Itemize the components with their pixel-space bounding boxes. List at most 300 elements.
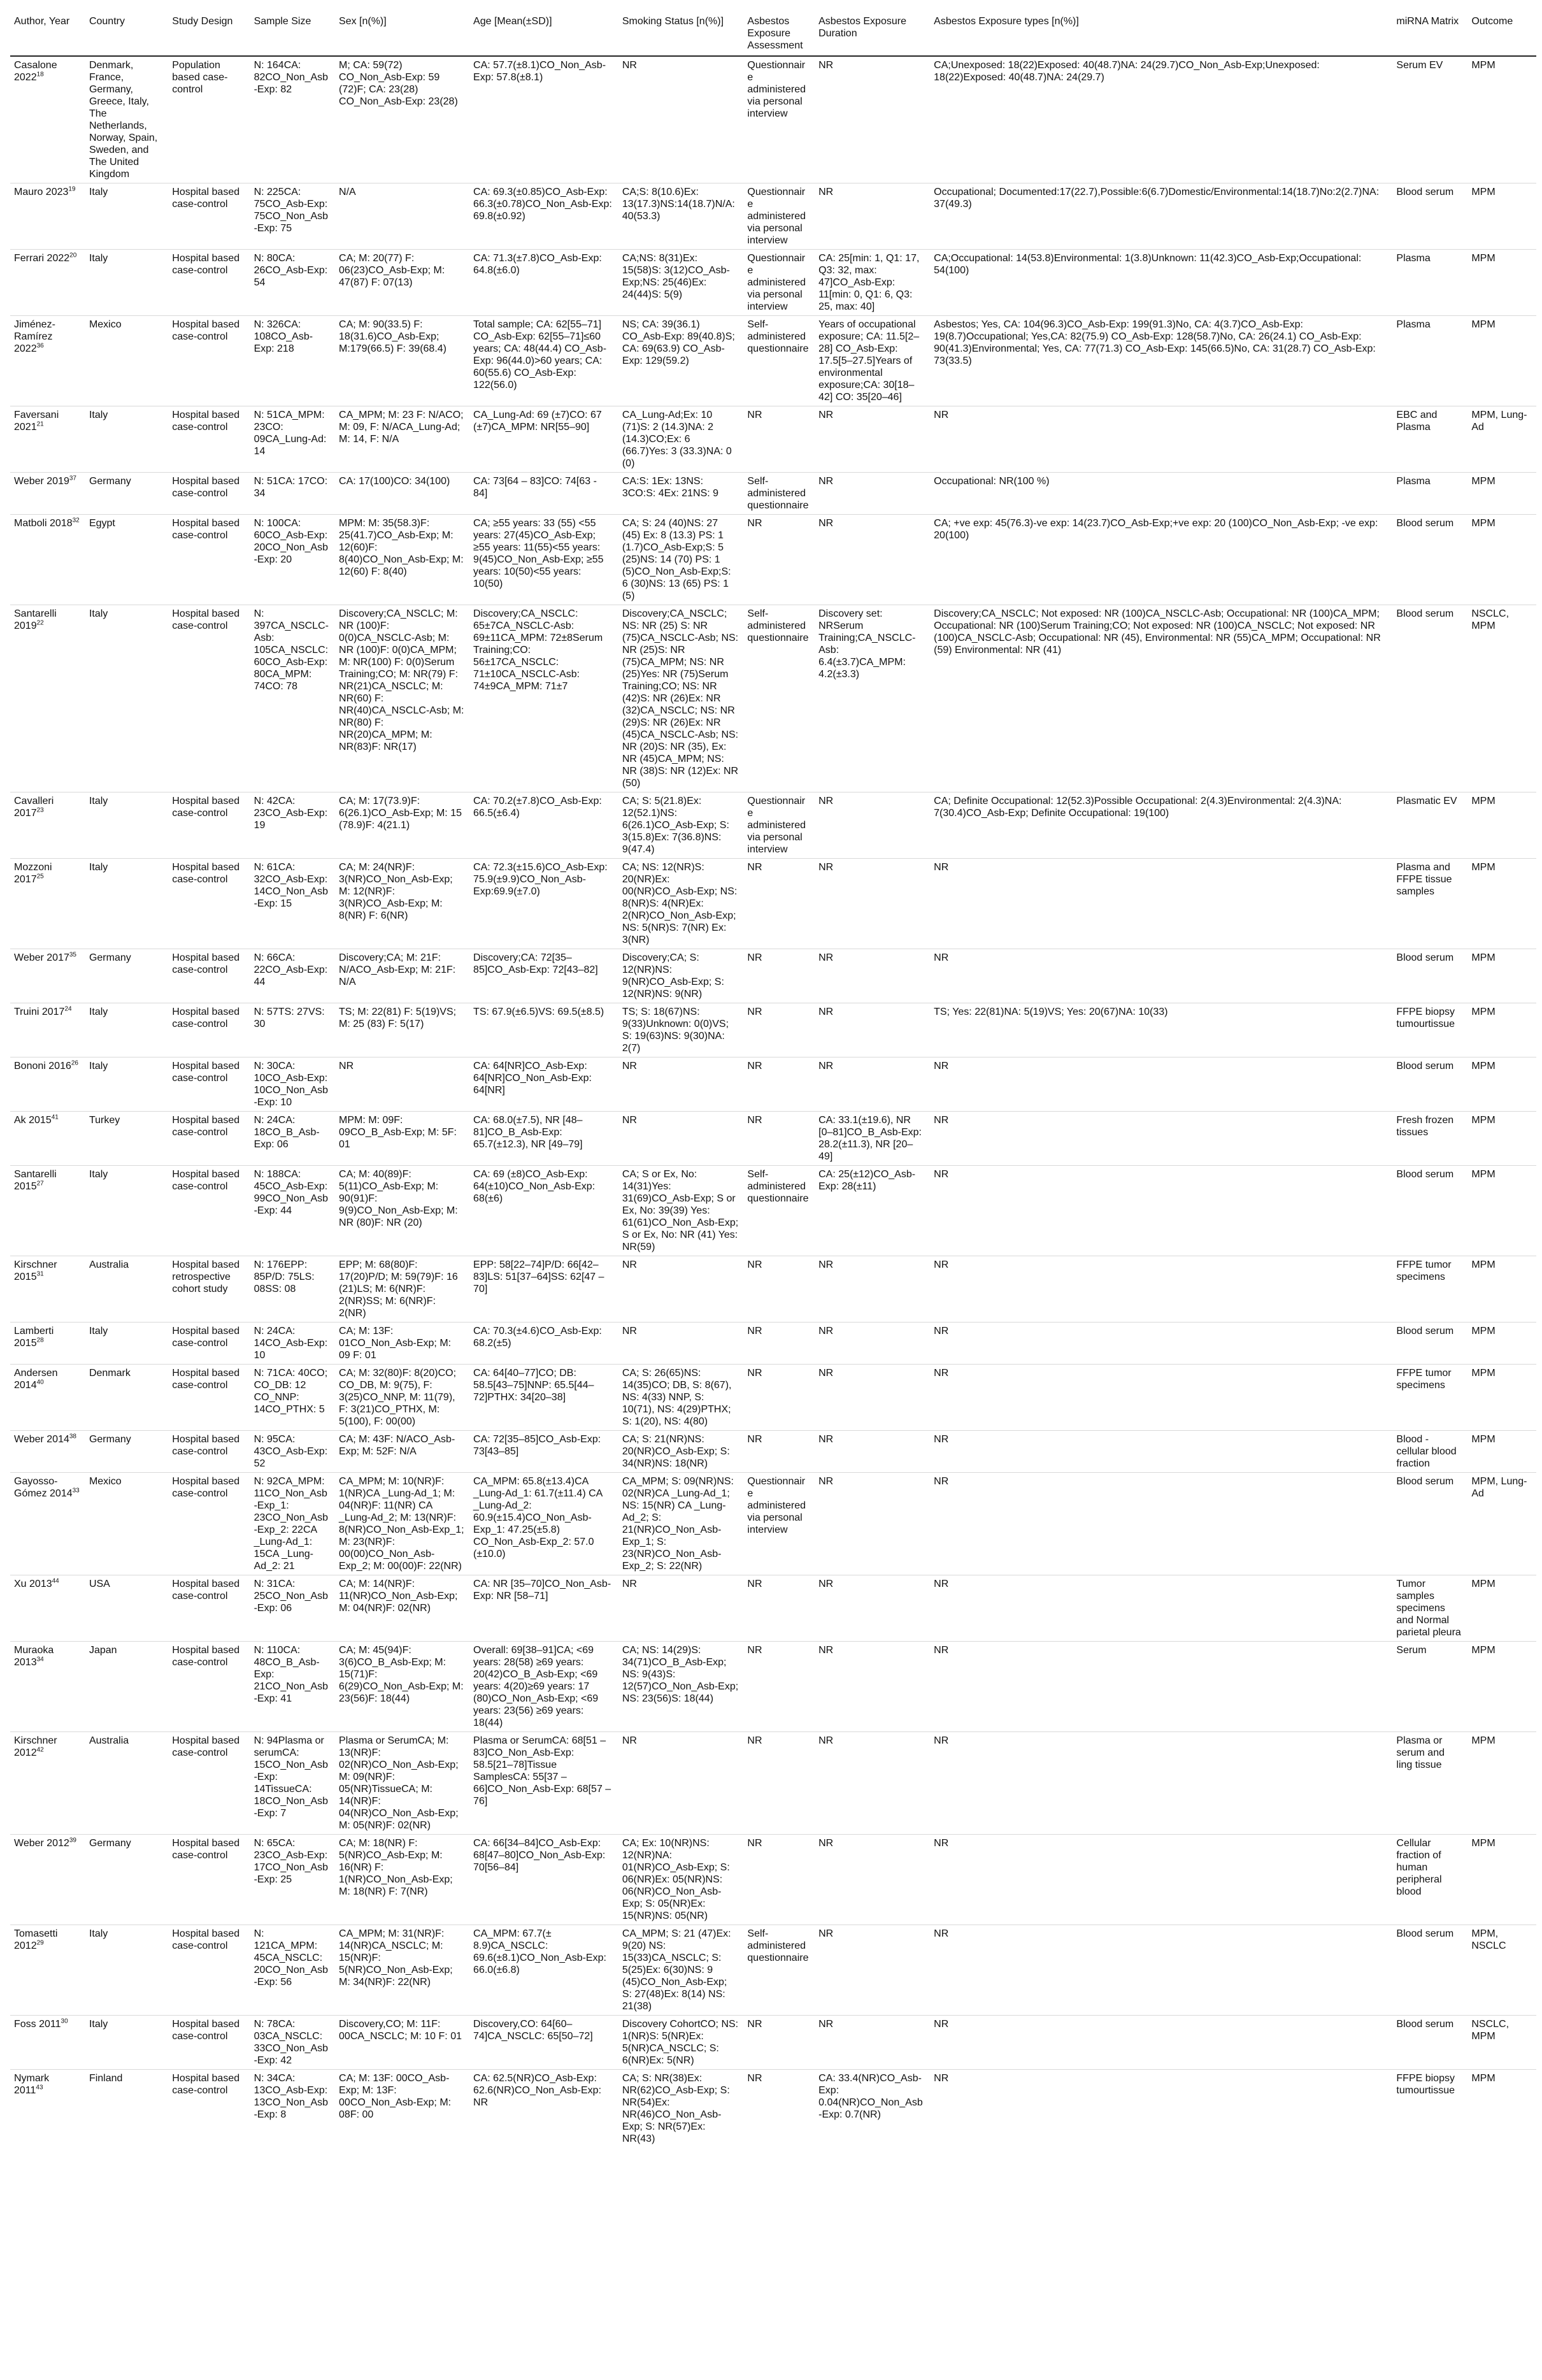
cell-exposure-types: CA;Unexposed: 18(22)Exposed: 40(48.7)NA: 24(29.7)CO_Non_Asb-Exp;Unexposed: 18(22)Exposed: 40(48.7)NA: 24(29.7) <box>930 56 1392 183</box>
cell-exposure-duration: Years of occupational exposure; CA: 11.5[2–28] CO_Asb-Exp: 17.5[5–27.5]Years of environmental exposure;CA: 30[18–42] CO: 35[20–46] <box>815 316 930 406</box>
header-exposure-assessment: Asbestos Exposure Assessment <box>743 11 815 56</box>
reference-number: 36 <box>36 342 44 350</box>
cell-outcome: MPM <box>1467 1835 1536 1925</box>
cell-exposure-types: NR <box>930 859 1392 949</box>
cell-age: Plasma or SerumCA: 68[51 – 83]CO_Non_Asb-Exp: 58.5[21–78]Tissue SamplesCA: 55[37 – 66]CO_Non_Asb-Exp: 68[57 – 76] <box>469 1732 618 1835</box>
cell-sex: NR <box>335 1057 469 1112</box>
cell-outcome: MPM <box>1467 473 1536 515</box>
cell-mirna-matrix: Plasma or serum and ling tissue <box>1392 1732 1467 1835</box>
table-row <box>10 515 1536 605</box>
cell-sex: MPM: M: 35(58.3)F: 25(41.7)CO_Asb-Exp; M: 12(60)F: 8(40)CO_Non_Asb-Exp; M: 12(60) F: 8(40) <box>335 515 469 605</box>
cell-exposure-types: NR <box>934 2073 949 2084</box>
cell-mirna-matrix: Blood serum <box>1392 605 1467 792</box>
cell-sex: Discovery;CA_NSCLC; M: NR (100)F: 0(0)CA_NSCLC-Asb; M: NR (100)F: 0(0)CA_MPM; M: NR(100) F: 0(0)Serum Training;CO; M: NR(79) F: NR(21)CA_NSCLC; M: NR(60) F: NR(40)CA_NSCLC-Asb; M: NR(80) F: NR(20)CA_MPM; M: NR(83)F: NR(17) <box>335 605 469 792</box>
cell-country: Italy <box>85 859 168 949</box>
cell-exposure-duration: NR <box>815 1642 930 1732</box>
cell-country: Italy <box>85 1057 168 1112</box>
cell-exposure-duration: NR <box>815 1365 930 1431</box>
cell-exposure-assessment: Questionnaire administered via personal interview <box>743 56 815 183</box>
author-year: Matboli 2018 <box>14 518 73 529</box>
table-row <box>10 2016 1536 2070</box>
cell-country: Italy <box>85 792 168 859</box>
cell-mirna-matrix: Blood serum <box>1392 515 1467 605</box>
cell-author <box>10 1166 85 1256</box>
table-row <box>10 859 1536 949</box>
header-country: Country <box>85 11 168 56</box>
table-row <box>10 1365 1536 1431</box>
table-row <box>10 1112 1536 1166</box>
cell-mirna-matrix: Blood serum <box>1392 1473 1467 1575</box>
cell-exposure-duration: CA: 33.1(±19.6), NR [0–81]CO_B_Asb-Exp: 28.2(±11.3), NR [20–49] <box>815 1112 930 1166</box>
cell-country: Germany <box>85 949 168 1003</box>
cell-mirna-matrix: EBC and Plasma <box>1392 406 1467 473</box>
cell-country: Italy <box>85 605 168 792</box>
author-year: Andersen 2014 <box>14 1368 58 1391</box>
author-year: Santarelli 2019 <box>14 608 57 631</box>
header-mirna-matrix: miRNA Matrix <box>1392 11 1467 56</box>
cell-age: CA; ≥55 years: 33 (55) <55 years: 27(45)CO_Asb-Exp; ≥55 years: 11(55)<55 years: 9(45)CO_Non_Asb-Exp; ≥55 years: 10(50)<55 years: 10(50) <box>469 515 618 605</box>
reference-number: 33 <box>72 1487 80 1495</box>
cell-outcome: MPM <box>1467 792 1536 859</box>
cell-outcome: MPM <box>1467 1732 1536 1835</box>
cell-exposure-assessment: Questionnaire administered via personal interview <box>743 792 815 859</box>
header-sample-size: Sample Size <box>250 11 335 56</box>
cell-smoking-status: CA;NS: 8(31)Ex: 15(58)S: 3(12)CO_Asb-Exp;NS: 25(46)Ex: 24(44)S: 5(9) <box>618 250 744 316</box>
cell-exposure-assessment: Questionnaire administered via personal interview <box>743 250 815 316</box>
cell-outcome: MPM <box>1467 183 1536 250</box>
cell-smoking-status: NR <box>618 1323 744 1365</box>
cell-study-design: Hospital based case-control <box>168 1166 250 1256</box>
cell-age: CA: 69 (±8)CO_Asb-Exp: 64(±10)CO_Non_Asb-Exp: 68(±6) <box>469 1166 618 1256</box>
cell-smoking-status: CA:S: 1Ex: 13NS: 3CO:S: 4Ex: 21NS: 9 <box>618 473 744 515</box>
cell-mirna-matrix: FFPE tumor specimens <box>1392 1365 1467 1431</box>
cell-sample-size: N: 100CA: 60CO_Asb-Exp: 20CO_Non_Asb-Exp: 20 <box>250 515 335 605</box>
cell-sample-size: N: 326CA: 108CO_Asb-Exp: 218 <box>250 316 335 406</box>
reference-number: 31 <box>36 1270 44 1278</box>
cell-outcome: MPM <box>1467 250 1536 316</box>
cell-sample-size: N: 34CA: 13CO_Asb-Exp: 13CO_Non_Asb-Exp: 8 <box>253 2073 329 2120</box>
cell-exposure-types: NR <box>930 406 1392 473</box>
table-row <box>10 56 1536 183</box>
cell-exposure-duration: NR <box>815 1925 930 2016</box>
cell-age: CA: 69.3(±0.85)CO_Asb-Exp: 66.3(±0.78)CO_Non_Asb-Exp: 69.8(±0.92) <box>469 183 618 250</box>
cell-study-design: Hospital based case-control <box>168 1732 250 1835</box>
table-row <box>10 1323 1536 1365</box>
author-year: Lamberti 2015 <box>14 1326 54 1349</box>
cell-exposure-duration: CA: 25(±12)CO_Asb-Exp: 28(±11) <box>815 1166 930 1256</box>
cell-mirna-matrix: Blood serum <box>1392 1057 1467 1112</box>
cell-author <box>10 1732 85 1835</box>
cell-age: Discovery;CA: 72[35–85]CO_Asb-Exp: 72[43–82] <box>469 949 618 1003</box>
cell-exposure-assessment: Questionnaire administered via personal interview <box>743 183 815 250</box>
cell-country: Italy <box>85 406 168 473</box>
cell-exposure-assessment: Self-administered questionnaire <box>743 1166 815 1256</box>
cell-age: Total sample; CA: 62[55–71] CO_Asb-Exp: 62[55–71]≤60 years; CA: 48(44.4) CO_Asb-Exp: 96(44.0)>60 years; CA: 60(55.6) CO_Asb-Exp: 122(56.0) <box>469 316 618 406</box>
cell-exposure-types: NR <box>930 1925 1392 2016</box>
author-year: Weber 2019 <box>14 476 69 487</box>
cell-sample-size: N: 164CA: 82CO_Non_Asb-Exp: 82 <box>250 56 335 183</box>
cell-exposure-assessment: NR <box>743 1323 815 1365</box>
cell-exposure-duration: NR <box>815 1431 930 1473</box>
cell-country: Denmark, France, Germany, Greece, Italy, The Netherlands, Norway, Spain, Sweden, and The United Kingdom <box>85 56 168 183</box>
cell-sample-size: N: 78CA: 03CA_NSCLC: 33CO_Non_Asb-Exp: 42 <box>250 2016 335 2070</box>
author-year: Ferrari 2022 <box>14 253 70 264</box>
cell-country: Italy <box>85 2016 168 2070</box>
cell-outcome: MPM <box>1471 2073 1496 2084</box>
cell-sample-size: N: 30CA: 10CO_Asb-Exp: 10CO_Non_Asb-Exp: 10 <box>250 1057 335 1112</box>
cell-study-design: Hospital based case-control <box>168 1112 250 1166</box>
cell-smoking-status: NR <box>618 1256 744 1323</box>
cell-smoking-status: NR <box>618 1057 744 1112</box>
cell-sample-size: N: 24CA: 18CO_B_Asb-Exp: 06 <box>250 1112 335 1166</box>
cell-age: CA: 64[NR]CO_Asb-Exp: 64[NR]CO_Non_Asb-Exp: 64[NR] <box>469 1057 618 1112</box>
cell-exposure-duration: NR <box>815 949 930 1003</box>
cell-sex: CA_MPM; M: 31(NR)F: 14(NR)CA_NSCLC; M: 15(NR)F: 5(NR)CO_Non_Asb-Exp; M: 34(NR)F: 22(NR) <box>335 1925 469 2016</box>
table-row <box>10 1575 1536 1642</box>
cell-author <box>10 2016 85 2070</box>
cell-sample-size: N: 24CA: 14CO_Asb-Exp: 10 <box>250 1323 335 1365</box>
cell-smoking-status: CA; S: 21(NR)NS: 20(NR)CO_Asb-Exp; S: 34(NR)NS: 18(NR) <box>618 1431 744 1473</box>
cell-exposure-assessment: NR <box>743 859 815 949</box>
cell-sex: Discovery;CA; M: 21F: N/ACO_Asb-Exp; M: 21F: N/A <box>335 949 469 1003</box>
author-year: Faversani 2021 <box>14 410 59 433</box>
author-year: Ak 2015 <box>14 1115 52 1126</box>
cell-age: CA: 57.7(±8.1)CO_Non_Asb-Exp: 57.8(±8.1) <box>469 56 618 183</box>
cell-mirna-matrix: Blood serum <box>1392 183 1467 250</box>
cell-study-design: Hospital based case-control <box>168 859 250 949</box>
cell-sample-size: N: 61CA: 32CO_Asb-Exp: 14CO_Non_Asb-Exp: 15 <box>250 859 335 949</box>
reference-number: 34 <box>36 1656 44 1663</box>
cell-smoking-status: CA; S: 5(21.8)Ex: 12(52.1)NS: 6(26.1)CO_Asb-Exp; S: 3(15.8)Ex: 7(36.8)NS: 9(47.4) <box>618 792 744 859</box>
cell-study-design: Hospital based retrospective cohort study <box>168 1256 250 1323</box>
cell-age: CA: 70.2(±7.8)CO_Asb-Exp: 66.5(±6.4) <box>469 792 618 859</box>
cell-smoking-status: NS; CA: 39(36.1) CO_Asb-Exp: 89(40.8)S; CA: 69(63.9) CO_Asb-Exp: 129(59.2) <box>618 316 744 406</box>
cell-smoking-status: CA_MPM; S: 09(NR)NS: 02(NR)CA _Lung-Ad_1; NS: 15(NR) CA _Lung-Ad_2; S: 21(NR)CO_Non_Asb-Exp_1; S: 23(NR)CO_Non_Asb-Exp_2; S: 22(NR) <box>618 1473 744 1575</box>
cell-exposure-assessment: Self-administered questionnaire <box>743 1925 815 2016</box>
cell-exposure-assessment: NR <box>743 515 815 605</box>
cell-sex: CA_MPM; M: 23 F: N/ACO; M: 09, F: N/ACA_Lung-Ad; M: 14, F: N/A <box>335 406 469 473</box>
reference-number: 40 <box>36 1379 44 1386</box>
reference-number: 41 <box>51 1114 59 1121</box>
author-year: Bononi 2016 <box>14 1061 71 1072</box>
cell-country: Finland <box>89 2073 123 2084</box>
cell-outcome: MPM <box>1467 1166 1536 1256</box>
cell-country: Germany <box>85 1835 168 1925</box>
cell-exposure-assessment: Self-administered questionnaire <box>743 605 815 792</box>
cell-smoking-status: CA; S: NR(38)Ex: NR(62)CO_Asb-Exp; S: NR(54)Ex: NR(46)CO_Non_Asb-Exp; S: NR(57)Ex: NR(43) <box>622 2073 730 2144</box>
cell-sex: MPM: M: 09F: 09CO_B_Asb-Exp; M: 5F: 01 <box>335 1112 469 1166</box>
author-year: Gayosso-Gómez 2014 <box>14 1476 73 1499</box>
cell-sample-size: N: 92CA_MPM: 11CO_Non_Asb-Exp_1: 23CO_Non_Asb-Exp_2: 22CA _Lung-Ad_1: 15CA _Lung-Ad_2: 21 <box>250 1473 335 1575</box>
reference-number: 22 <box>36 619 44 627</box>
author-year: Nymark 2011 <box>14 2073 50 2096</box>
cell-author <box>10 792 85 859</box>
cell-sample-size: N: 397CA_NSCLC-Asb: 105CA_NSCLC: 60CO_Asb-Exp: 80CA_MPM: 74CO: 78 <box>250 605 335 792</box>
cell-author <box>10 1003 85 1057</box>
author-year: Mauro 2023 <box>14 187 69 197</box>
cell-study-design: Population based case-control <box>168 56 250 183</box>
cell-study-design: Hospital based case-control <box>168 792 250 859</box>
cell-country: Germany <box>85 1431 168 1473</box>
cell-study-design: Hospital based case-control <box>168 316 250 406</box>
cell-exposure-assessment: NR <box>743 406 815 473</box>
reference-number: 32 <box>72 517 80 524</box>
header-age: Age [Mean(±SD)] <box>469 11 618 56</box>
cell-outcome: MPM, Lung-Ad <box>1467 406 1536 473</box>
cell-sex: EPP; M: 68(80)F: 17(20)P/D; M: 59(79)F: 16 (21)LS; M: 6(NR)F: 2(NR)SS; M: 6(NR)F: 2(NR) <box>335 1256 469 1323</box>
cell-study-design: Hospital based case-control <box>168 605 250 792</box>
cell-sex: Discovery,CO; M: 11F: 00CA_NSCLC; M: 10 F: 01 <box>335 2016 469 2070</box>
cell-exposure-assessment: NR <box>743 2016 815 2070</box>
header-row <box>10 11 1536 56</box>
cell-mirna-matrix: Plasma <box>1392 316 1467 406</box>
cell-exposure-assessment: NR <box>743 1057 815 1112</box>
cell-study-design: Hospital based case-control <box>168 515 250 605</box>
cell-smoking-status: NR <box>618 1112 744 1166</box>
cell-country: Turkey <box>85 1112 168 1166</box>
table-row <box>10 2070 1536 2148</box>
reference-number: 24 <box>64 1005 72 1013</box>
cell-sex: CA; M: 24(NR)F: 3(NR)CO_Non_Asb-Exp; M: 12(NR)F: 3(NR)CO_Asb-Exp; M: 8(NR) F: 6(NR) <box>335 859 469 949</box>
cell-sex: CA; M: 13F: 00CO_Asb-Exp; M: 13F: 00CO_Non_Asb-Exp; M: 08F: 00 <box>339 2073 452 2120</box>
cell-exposure-types: Occupational: NR(100 %) <box>930 473 1392 515</box>
cell-sample-size: N: 66CA: 22CO_Asb-Exp: 44 <box>250 949 335 1003</box>
cell-smoking-status: Discovery CohortCO; NS: 1(NR)S: 5(NR)Ex: 5(NR)CA_NSCLC; S: 6(NR)Ex: 5(NR) <box>618 2016 744 2070</box>
cell-author <box>10 1057 85 1112</box>
reference-number: 27 <box>36 1180 44 1187</box>
cell-sample-size: N: 51CA: 17CO: 34 <box>250 473 335 515</box>
cell-country: Japan <box>85 1642 168 1732</box>
table-row <box>10 316 1536 406</box>
reference-number: 18 <box>36 71 44 78</box>
cell-outcome: MPM <box>1467 859 1536 949</box>
cell-mirna-matrix: Serum EV <box>1392 56 1467 183</box>
cell-exposure-duration: CA: 33.4(NR)CO_Asb-Exp: 0.04(NR)CO_Non_Asb-Exp: 0.7(NR) <box>818 2073 923 2120</box>
cell-study-design: Hospital based case-control <box>168 1365 250 1431</box>
cell-mirna-matrix: FFPE tumor specimens <box>1392 1256 1467 1323</box>
cell-exposure-duration: NR <box>815 1835 930 1925</box>
cell-outcome: MPM <box>1467 515 1536 605</box>
cell-sample-size: N: 176EPP: 85P/D: 75LS: 08SS: 08 <box>250 1256 335 1323</box>
header-study-design: Study Design <box>168 11 250 56</box>
cell-age: CA: 70.3(±4.6)CO_Asb-Exp: 68.2(±5) <box>469 1323 618 1365</box>
cell-age: EPP: 58[22–74]P/D: 66[42–83]LS: 51[37–64]SS: 62[47 – 70] <box>469 1256 618 1323</box>
cell-exposure-assessment: Self-administered questionnaire <box>743 473 815 515</box>
cell-exposure-types: Asbestos; Yes, CA: 104(96.3)CO_Asb-Exp: 199(91.3)No, CA: 4(3.7)CO_Asb-Exp: 19(8.7)Occupational; Yes,CA: 82(75.9) CO_Asb-Exp: 128(58.7)No, CA: 26(24.1) CO_Asb-Exp: 90(41.3)Environmental; Yes, CA: 77(71.3) CO_Asb-Exp: 145(66.5)No, CA: 31(28.7) CO_Asb-Exp: 73(33.5) <box>930 316 1392 406</box>
cell-study-design: Hospital based case-control <box>168 1003 250 1057</box>
cell-sex: CA; M: 13F: 01CO_Non_Asb-Exp; M: 09 F: 01 <box>335 1323 469 1365</box>
reference-number: 44 <box>52 1577 59 1585</box>
reference-number: 19 <box>68 185 76 193</box>
cell-sex: CA; M: 17(73.9)F: 6(26.1)CO_Asb-Exp; M: 15 (78.9)F: 4(21.1) <box>335 792 469 859</box>
cell-sex: CA; M: 14(NR)F: 11(NR)CO_Non_Asb-Exp; M: 04(NR)F: 02(NR) <box>335 1575 469 1642</box>
cell-exposure-duration: NR <box>815 183 930 250</box>
cell-sample-size: N: 71CA: 40CO; CO_DB: 12 CO_NNP: 14CO_PTHX: 5 <box>250 1365 335 1431</box>
table-row <box>10 1431 1536 1473</box>
cell-country: Mexico <box>85 1473 168 1575</box>
cell-author <box>10 2070 85 2148</box>
cell-outcome: MPM <box>1467 1256 1536 1323</box>
cell-sex: CA; M: 32(80)F: 8(20)CO; CO_DB, M: 9(75), F: 3(25)CO_NNP, M: 11(79), F: 3(21)CO_PTHX, M: 5(100), F: 00(00) <box>335 1365 469 1431</box>
table-body <box>10 56 1536 2147</box>
cell-country: Italy <box>85 1925 168 2016</box>
cell-country: Australia <box>85 1256 168 1323</box>
reference-number: 38 <box>69 1433 76 1440</box>
cell-outcome: MPM <box>1467 1003 1536 1057</box>
cell-age: CA: 68.0(±7.5), NR [48–81]CO_B_Asb-Exp: 65.7(±12.3), NR [49–79] <box>469 1112 618 1166</box>
cell-exposure-duration: NR <box>815 1057 930 1112</box>
cell-exposure-types: NR <box>930 1166 1392 1256</box>
cell-smoking-status: CA;S: 8(10.6)Ex: 13(17.3)NS:14(18.7)N/A: 40(53.3) <box>618 183 744 250</box>
cell-smoking-status: NR <box>618 1575 744 1642</box>
cell-sex: CA; M: 90(33.5) F: 18(31.6)CO_Asb-Exp; M:179(66.5) F: 39(68.4) <box>335 316 469 406</box>
header-sex: Sex [n(%)] <box>335 11 469 56</box>
cell-study-design: Hospital based case-control <box>168 250 250 316</box>
reference-number: 20 <box>69 252 77 259</box>
cell-mirna-matrix: Plasmatic EV <box>1392 792 1467 859</box>
cell-smoking-status: TS; S: 18(67)NS: 9(33)Unknown: 0(0)VS; S: 19(63)NS: 9(30)NA: 2(7) <box>618 1003 744 1057</box>
cell-exposure-assessment: NR <box>743 1112 815 1166</box>
cell-exposure-types: Discovery;CA_NSCLC; Not exposed: NR (100)CA_NSCLC-Asb; Occupational: NR (100)CA_MPM; Occupational: NR (100)Serum Training;CO; Not exposed: NR (100)CA_NSCLC; Not exposed: NR (100)CA_NSCLC-Asb; Occupational: NR (45), Environmental: NR (55)CA_MPM; Occupational: NR (59) Environmental: NR (41) <box>930 605 1392 792</box>
cell-sex: CA; M: 18(NR) F: 5(NR)CO_Asb-Exp; M: 16(NR) F: 1(NR)CO_Non_Asb-Exp; M: 18(NR) F: 7(NR) <box>335 1835 469 1925</box>
cell-sex: N/A <box>335 183 469 250</box>
author-year: Muraoka 2013 <box>14 1645 54 1668</box>
cell-author <box>10 859 85 949</box>
table-row <box>10 1732 1536 1835</box>
cell-country: Australia <box>85 1732 168 1835</box>
cell-study-design: Hospital based case-control <box>168 2016 250 2070</box>
cell-exposure-duration: NR <box>815 1732 930 1835</box>
cell-smoking-status: CA; S: 26(65)NS: 14(35)CO; DB, S: 8(67), NS: 4(33) NNP, S: 10(71), NS: 4(29)PTHX; S: 1(20), NS: 4(80) <box>618 1365 744 1431</box>
cell-exposure-types: NR <box>930 1256 1392 1323</box>
cell-outcome: MPM, NSCLC <box>1467 1925 1536 2016</box>
reference-number: 29 <box>36 1939 44 1947</box>
cell-mirna-matrix: Blood serum <box>1392 1925 1467 2016</box>
cell-exposure-duration: NR <box>815 2016 930 2070</box>
author-year: Weber 2014 <box>14 1434 69 1445</box>
cell-age: CA: 66[34–84]CO_Asb-Exp: 68[47–80]CO_Non_Asb-Exp: 70[56–84] <box>469 1835 618 1925</box>
cell-exposure-types: NR <box>930 1057 1392 1112</box>
author-year: Mozzoni 2017 <box>14 862 52 885</box>
cell-smoking-status: NR <box>618 1732 744 1835</box>
cell-mirna-matrix: Plasma <box>1392 473 1467 515</box>
cell-mirna-matrix: FFPE biopsy tumourtissue <box>1396 2073 1455 2096</box>
cell-sex: CA: 17(100)CO: 34(100) <box>335 473 469 515</box>
author-year: Santarelli 2015 <box>14 1169 57 1192</box>
cell-author <box>10 1431 85 1473</box>
cell-author <box>10 949 85 1003</box>
cell-sex: CA; M: 45(94)F: 3(6)CO_B_Asb-Exp; M: 15(71)F: 6(29)CO_Non_Asb-Exp; M: 23(56)F: 18(44) <box>335 1642 469 1732</box>
reference-number: 37 <box>69 475 76 482</box>
cell-study-design: Hospital based case-control <box>168 1575 250 1642</box>
cell-mirna-matrix: Tumor samples specimens and Normal parietal pleura <box>1392 1575 1467 1642</box>
cell-exposure-duration: NR <box>815 1323 930 1365</box>
table-row <box>10 605 1536 792</box>
author-year: Kirschner 2015 <box>14 1259 57 1282</box>
cell-exposure-assessment: NR <box>743 1575 815 1642</box>
table-row <box>10 1256 1536 1323</box>
cell-exposure-types: NR <box>930 2016 1392 2070</box>
cell-exposure-assessment: NR <box>743 949 815 1003</box>
cell-author <box>10 605 85 792</box>
reference-number: 43 <box>36 2084 43 2091</box>
cell-exposure-assessment: NR <box>743 1003 815 1057</box>
cell-study-design: Hospital based case-control <box>168 406 250 473</box>
cell-exposure-types: NR <box>930 1365 1392 1431</box>
reference-number: 42 <box>36 1746 44 1754</box>
cell-mirna-matrix: Blood serum <box>1392 949 1467 1003</box>
table-row <box>10 792 1536 859</box>
table-row <box>10 250 1536 316</box>
cell-mirna-matrix: Blood serum <box>1392 1323 1467 1365</box>
author-year: Xu 2013 <box>14 1579 52 1589</box>
cell-sample-size: N: 95CA: 43CO_Asb-Exp: 52 <box>250 1431 335 1473</box>
reference-number: 28 <box>36 1337 44 1344</box>
cell-age: Discovery;CA_NSCLC: 65±7CA_NSCLC-Asb: 69±11CA_MPM: 72±8Serum Training;CO: 56±17CA_NSCLC: 71±10CA_NSCLC-Asb: 74±9CA_MPM: 71±7 <box>469 605 618 792</box>
table-row <box>10 1835 1536 1925</box>
cell-exposure-duration: NR <box>815 1575 930 1642</box>
cell-exposure-types: CA; Definite Occupational: 12(52.3)Possible Occupational: 2(4.3)Environmental: 2(4.3)NA: 7(30.4)CO_Asb-Exp; Definite Occupational: 19(100) <box>930 792 1392 859</box>
cell-smoking-status: CA; Ex: 10(NR)NS: 12(NR)NA: 01(NR)CO_Asb-Exp; S: 06(NR)Ex: 05(NR)NS: 06(NR)CO_Non_Asb-Exp; S: 05(NR)Ex: 15(NR)NS: 05(NR) <box>618 1835 744 1925</box>
table-row <box>10 949 1536 1003</box>
cell-mirna-matrix: FFPE biopsy tumourtissue <box>1392 1003 1467 1057</box>
cell-sample-size: N: 51CA_MPM: 23CO: 09CA_Lung-Ad: 14 <box>250 406 335 473</box>
cell-outcome: MPM <box>1467 316 1536 406</box>
cell-mirna-matrix: Cellular fraction of human peripheral blood <box>1392 1835 1467 1925</box>
author-year: Weber 2012 <box>14 1838 69 1849</box>
cell-age: TS: 67.9(±6.5)VS: 69.5(±8.5) <box>469 1003 618 1057</box>
cell-age: CA: 72.3(±15.6)CO_Asb-Exp: 75.9(±9.9)CO_Non_Asb-Exp:69.9(±7.0) <box>469 859 618 949</box>
cell-outcome: MPM <box>1467 1323 1536 1365</box>
header-outcome: Outcome <box>1467 11 1536 56</box>
cell-exposure-duration: NR <box>815 1256 930 1323</box>
cell-study-design: Hospital based case-control <box>168 1057 250 1112</box>
cell-author <box>10 1365 85 1431</box>
cell-smoking-status: CA_MPM; S: 21 (47)Ex: 9(20) NS: 15(33)CA_NSCLC; S: 5(25)Ex: 6(30)NS: 9 (45)CO_Non_Asb-Exp; S: 27(48)Ex: 8(14) NS: 21(38) <box>618 1925 744 2016</box>
study-characteristics-table <box>10 11 1536 2147</box>
cell-country: Denmark <box>85 1365 168 1431</box>
cell-exposure-assessment: NR <box>747 2073 762 2084</box>
cell-smoking-status: CA; NS: 12(NR)S: 20(NR)Ex: 00(NR)CO_Asb-Exp; NS: 8(NR)S: 4(NR)Ex: 2(NR)CO_Non_Asb-Exp; NS: 5(NR)S: 7(NR) Ex: 3(NR) <box>618 859 744 949</box>
cell-study-design: Hospital based case-control <box>168 183 250 250</box>
cell-exposure-assessment: NR <box>743 1732 815 1835</box>
cell-exposure-types: NR <box>930 1473 1392 1575</box>
cell-exposure-assessment: NR <box>743 1642 815 1732</box>
cell-smoking-status: CA; S or Ex, No: 14(31)Yes: 31(69)CO_Asb-Exp; S or Ex, No: 39(39) Yes: 61(61)CO_Non_Asb-Exp; S or Ex, No: NR (41) Yes: NR(59) <box>618 1166 744 1256</box>
table-row <box>10 473 1536 515</box>
cell-mirna-matrix: Plasma and FFPE tissue samples <box>1392 859 1467 949</box>
cell-sex: TS; M: 22(81) F: 5(19)VS; M: 25 (83) F: 5(17) <box>335 1003 469 1057</box>
cell-age: CA: 64[40–77]CO; DB: 58.5[43–75]NNP: 65.5[44–72]PTHX: 34[20–38] <box>469 1365 618 1431</box>
reference-number: 25 <box>36 873 44 880</box>
reference-number: 39 <box>69 1837 76 1844</box>
cell-sample-size: N: 65CA: 23CO_Asb-Exp: 17CO_Non_Asb-Exp: 25 <box>250 1835 335 1925</box>
reference-number: 26 <box>71 1059 78 1067</box>
cell-author <box>10 1575 85 1642</box>
cell-country: Egypt <box>85 515 168 605</box>
cell-sample-size: N: 225CA: 75CO_Asb-Exp: 75CO_Non_Asb-Exp: 75 <box>250 183 335 250</box>
cell-study-design: Hospital based case-control <box>168 949 250 1003</box>
table-header <box>10 11 1536 56</box>
cell-exposure-types: NR <box>930 1575 1392 1642</box>
cell-age: CA_Lung-Ad: 69 (±7)CO: 67 (±7)CA_MPM: NR[55–90] <box>469 406 618 473</box>
cell-age: CA: 72[35–85]CO_Asb-Exp: 73[43–85] <box>469 1431 618 1473</box>
cell-smoking-status: NR <box>618 56 744 183</box>
cell-author <box>10 250 85 316</box>
cell-outcome: MPM <box>1467 1431 1536 1473</box>
cell-outcome: MPM <box>1467 949 1536 1003</box>
header-author: Author, Year <box>10 11 85 56</box>
